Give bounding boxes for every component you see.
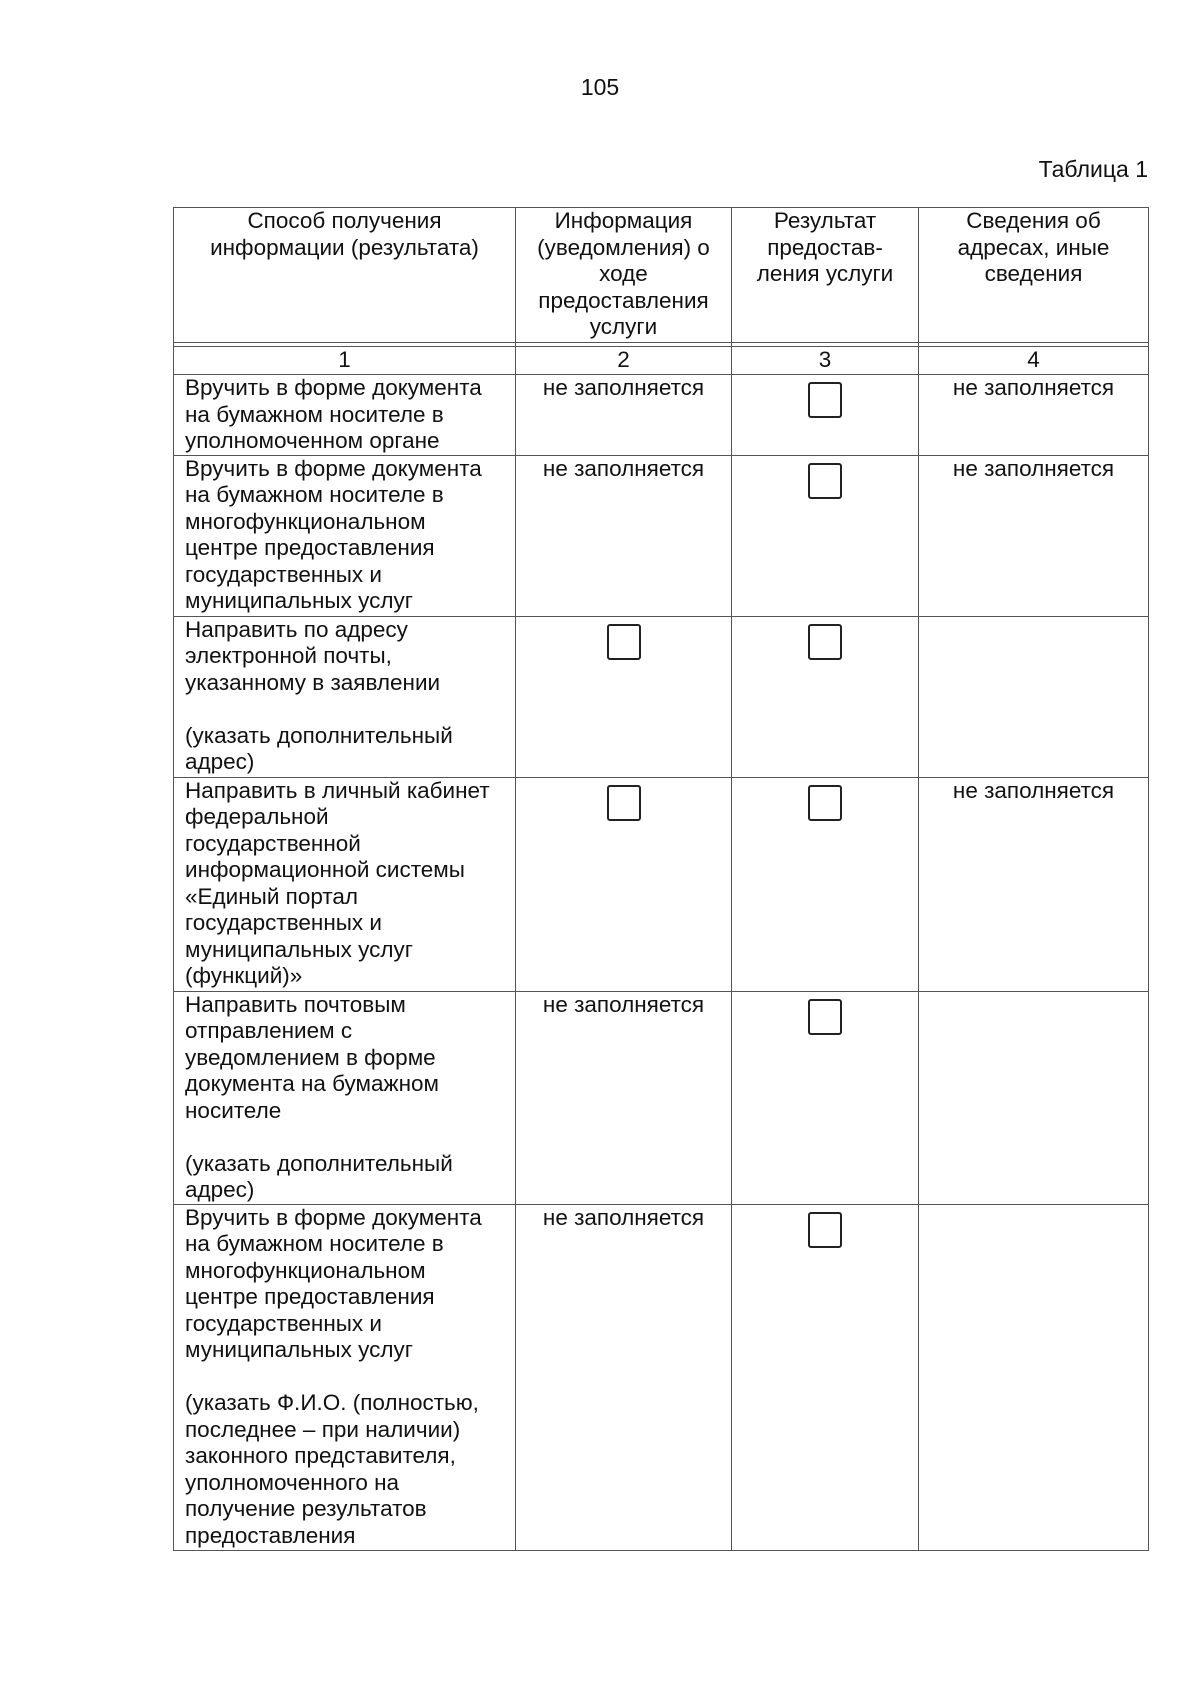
info-checkbox[interactable] xyxy=(607,624,641,660)
result-checkbox[interactable] xyxy=(808,382,842,418)
details-cell xyxy=(919,1204,1149,1550)
result-checkbox[interactable] xyxy=(808,999,842,1035)
header-info: Информация (уведомления) о ходе предоставления услуги xyxy=(516,208,732,343)
table-header-row xyxy=(174,208,1149,343)
method-cell: Направить в личный кабинет федеральной государственной информационной системы «Единый портал государственных и муниципальных услуг (функций)» xyxy=(174,777,516,991)
method-cell: Направить по адресу электронной почты, указанному в заявлении (указать дополнительный адрес) xyxy=(174,616,516,777)
result-cell xyxy=(732,616,919,777)
table-caption: Таблица 1 xyxy=(1038,156,1148,182)
table-row xyxy=(174,1204,1149,1550)
method-cell: Направить почтовым отправлением с уведомлением в форме документа на бумажном носителе (указать дополнительный адрес) xyxy=(174,991,516,1204)
info-cell: не заполняется xyxy=(516,991,732,1204)
table-row xyxy=(174,455,1149,616)
details-cell: не заполняется xyxy=(919,455,1149,616)
info-checkbox[interactable] xyxy=(607,785,641,821)
result-checkbox[interactable] xyxy=(808,624,842,660)
header-method: Способ получения информации (результата) xyxy=(174,208,516,343)
result-cell xyxy=(732,991,919,1204)
header-result: Результат предостав-ления услуги xyxy=(732,208,919,343)
result-cell xyxy=(732,375,919,456)
column-number: 3 xyxy=(732,347,919,375)
header-details: Сведения об адресах, иные сведения xyxy=(919,208,1149,343)
method-cell: Вручить в форме документа на бумажном носителе в многофункциональном центре предоставления государственных и муниципальных услуг (указать Ф.И.О. (полностью, последнее – при наличии) законного представителя, уполномоченного на получение результатов предоставления xyxy=(174,1204,516,1550)
details-cell: не заполняется xyxy=(919,777,1149,991)
result-cell xyxy=(732,777,919,991)
result-cell xyxy=(732,1204,919,1550)
info-cell: не заполняется xyxy=(516,1204,732,1550)
result-checkbox[interactable] xyxy=(808,785,842,821)
info-cell: не заполняется xyxy=(516,375,732,456)
table-row xyxy=(174,375,1149,456)
info-cell xyxy=(516,777,732,991)
table-row xyxy=(174,991,1149,1204)
details-cell: не заполняется xyxy=(919,375,1149,456)
info-cell xyxy=(516,616,732,777)
delivery-method-table xyxy=(173,207,1149,1551)
info-cell: не заполняется xyxy=(516,455,732,616)
method-cell: Вручить в форме документа на бумажном носителе в многофункциональном центре предоставления государственных и муниципальных услуг xyxy=(174,455,516,616)
table-row xyxy=(174,616,1149,777)
page-number: 105 xyxy=(580,74,620,100)
details-cell xyxy=(919,991,1149,1204)
column-number: 1 xyxy=(174,347,516,375)
details-cell xyxy=(919,616,1149,777)
method-cell: Вручить в форме документа на бумажном носителе в уполномоченном органе xyxy=(174,375,516,456)
table-row xyxy=(174,777,1149,991)
column-number: 4 xyxy=(919,347,1149,375)
result-cell xyxy=(732,455,919,616)
result-checkbox[interactable] xyxy=(808,463,842,499)
column-number-row xyxy=(174,347,1149,375)
column-number: 2 xyxy=(516,347,732,375)
result-checkbox[interactable] xyxy=(808,1212,842,1248)
